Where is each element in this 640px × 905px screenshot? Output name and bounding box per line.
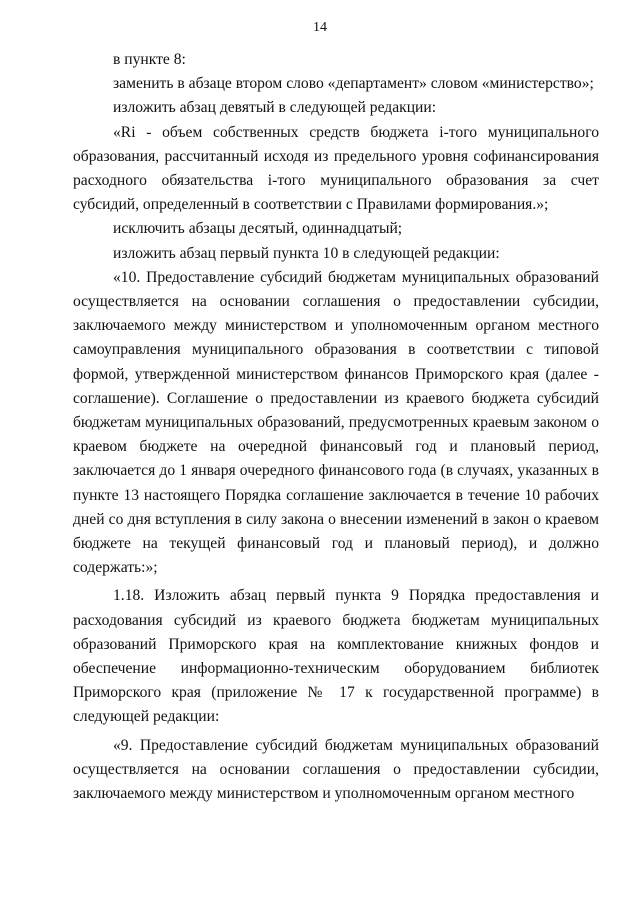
paragraph-item-8-intro: в пункте 8: [113, 51, 186, 68]
paragraph-item-10-text: «10. Предоставление субсидий бюджетам муниципальных образований осуществляется на основании соглашения о предоставлении субсидии, заключаемого между министерством и уполномоченным органом местного самоуправления муниципального образования в соответствии с типовой формой, утвержденной министерством финансов Приморского края (далее - соглашение). Соглашение о предоставлении из краевого бюджета субсидий бюджетам муниципальных образований, предусмотренных краевым законом о краевом бюджете на очередной финансовый год и плановый период, заключается до 1 января очередного финансового года (в случаях, указанных в пункте 13 настоящего Порядка соглашение заключается в течение 10 рабочих дней со дня вступления в силу закона о внесении изменений в закон о краевом бюджете на текущей финансовый год и плановый период), и должно содержать:»; [73, 268, 599, 577]
paragraph-item-9-text: «9. Предоставление субсидий бюджетам муниципальных образований осуществляется на основании соглашения о предоставлении субсидии, заключаемого между министерством и уполномоченным органом местного [73, 736, 599, 803]
paragraph-replace-word: заменить в абзаце втором слово «департамент» словом «министерство»; [113, 75, 594, 93]
paragraph-ri-definition: «Ri - объем собственных средств бюджета i-того муниципального образования, рассчитанный исходя из предельного уровня софинансирования расходного обязательства i-того муниципального образования за счет субсидий, определенный в соответствии с Правилами формирования.»; [73, 123, 599, 214]
paragraph-item-10-intro: изложить абзац первый пункта 10 в следующей редакции: [113, 244, 500, 262]
paragraph-1-18: 1.18. Изложить абзац первый пункта 9 Порядка предоставления и расходования субсидий из краевого бюджета бюджетам муниципальных образований Приморского края на комплектование книжных фондов и обеспечение информационно-техническим оборудованием библиотек Приморского края (приложение № 17 к государственной программе) в следующей редакции: [73, 587, 599, 726]
paragraph-ninth-abzac-intro: изложить абзац девятый в следующей редакции: [113, 99, 437, 117]
paragraph-exclude-abzacs: исключить абзацы десятый, одиннадцатый; [113, 220, 403, 238]
page-number: 14 [313, 20, 327, 35]
document-body [73, 48, 599, 806]
